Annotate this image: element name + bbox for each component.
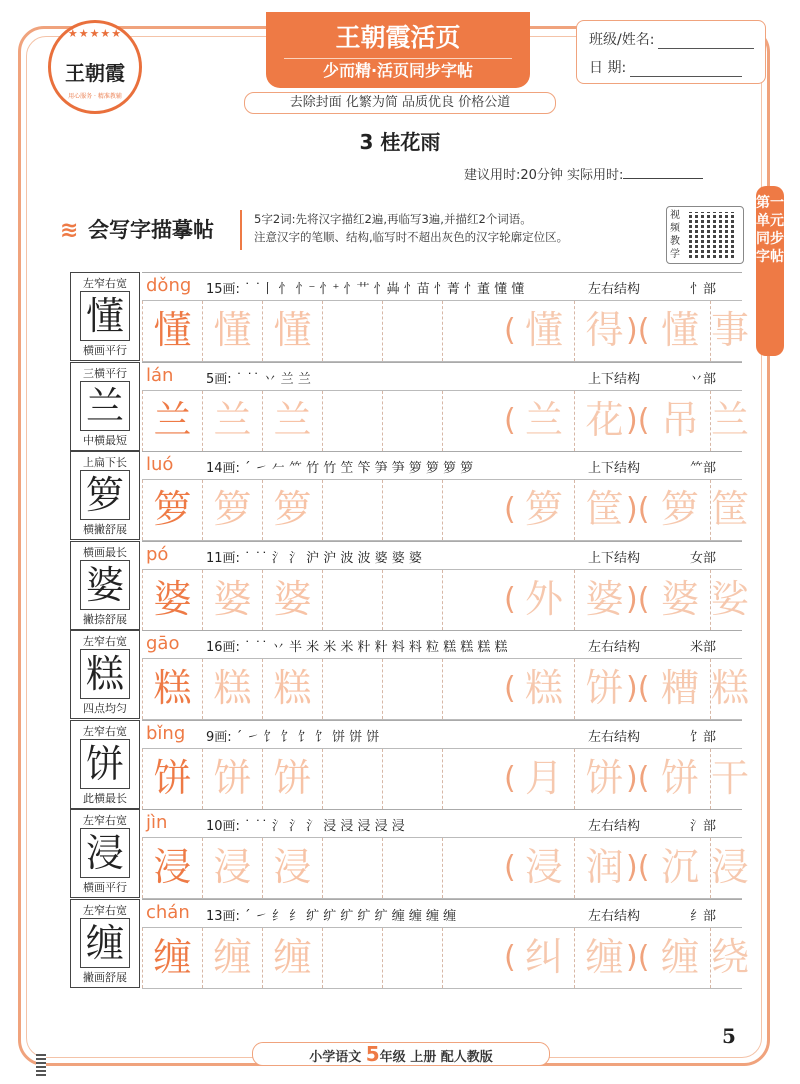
char-model-panel	[70, 451, 140, 540]
section-instructions	[254, 210, 674, 246]
footer-grade-number: 5	[365, 1042, 380, 1066]
char-example: 糕	[142, 659, 202, 719]
qr-code-icon[interactable]	[689, 212, 735, 258]
char-radical: 女部	[690, 550, 717, 566]
trace-cell[interactable]: 缠	[202, 928, 262, 988]
lesson-title: 3 桂花雨	[359, 130, 441, 154]
pinyin: bǐng	[146, 722, 186, 744]
word-trace-cell[interactable]: 沉	[660, 845, 699, 889]
trace-cell[interactable]: 箩	[262, 480, 322, 540]
class-name-field[interactable]	[658, 34, 754, 49]
blank-cell[interactable]	[322, 301, 382, 361]
trace-cell[interactable]: 缠	[262, 928, 322, 988]
paren-left: (	[504, 671, 516, 706]
wave-icon: ≋	[60, 218, 79, 243]
paren-right: )(	[626, 939, 650, 975]
binding-strip	[36, 1052, 46, 1076]
char-radical: 饣部	[690, 729, 717, 745]
qr-code-block[interactable]	[666, 206, 744, 264]
blank-cell[interactable]	[382, 480, 442, 540]
paren-left: (	[504, 581, 516, 617]
paren-right: )(	[626, 581, 650, 617]
word-trace-cell[interactable]: 饼	[574, 659, 634, 719]
char-structure: 上下结构	[588, 371, 641, 387]
writing-grid	[142, 658, 750, 720]
blank-cell[interactable]	[322, 928, 382, 988]
char-info-bar	[142, 809, 742, 838]
char-structure: 上下结构	[588, 461, 641, 476]
trace-cell[interactable]: 浸	[262, 838, 322, 898]
char-radical: 米部	[690, 640, 717, 655]
char-example: 饼	[142, 749, 202, 809]
char-model-panel	[70, 809, 140, 898]
instruction-line-1: 5字2词:先将汉字描红2遍,再临写3遍,并描红2个词语。	[254, 212, 532, 226]
char-tip-bottom: 中横最短	[83, 433, 127, 447]
char-model-panel	[70, 362, 140, 451]
logo-sub: 用心服务 · 精准教辅	[68, 93, 122, 100]
char-model: 懂	[80, 291, 130, 341]
char-structure: 左右结构	[588, 819, 641, 834]
char-example: 箩	[142, 480, 202, 540]
brand-subtitle: 少而精·活页同步字帖	[284, 58, 512, 83]
word-trace-cell[interactable]: 花	[574, 391, 634, 451]
char-info-bar	[142, 362, 742, 391]
practice-row	[70, 272, 750, 361]
trace-cell[interactable]: 婆	[262, 570, 322, 630]
char-example: 懂	[142, 301, 202, 361]
practice-row	[70, 362, 750, 451]
blank-cell[interactable]	[322, 838, 382, 898]
word-trace-cell[interactable]: 婆	[660, 576, 699, 621]
trace-cell[interactable]: 浸	[202, 838, 262, 898]
footer-edition: 配人教版	[440, 1050, 493, 1065]
trace-cell[interactable]: 饼	[262, 749, 322, 809]
char-tip-bottom: 撇画舒展	[83, 970, 127, 984]
char-radical: 氵部	[690, 819, 717, 834]
brand-logo	[48, 20, 142, 114]
stroke-order: 5画: ˙ ˙˙ 丷 兰 兰	[206, 371, 311, 387]
word-trace-cell[interactable]: 浸	[710, 838, 742, 898]
trace-cell[interactable]: 兰	[262, 391, 322, 451]
unit-side-tab: 第一单元同步字帖	[756, 186, 784, 356]
char-example: 婆	[142, 570, 202, 630]
char-model-panel	[70, 630, 140, 719]
char-model: 浸	[80, 828, 130, 878]
blank-cell[interactable]	[382, 391, 442, 451]
word-trace-cell[interactable]: 饼	[660, 755, 699, 800]
paren-right: )(	[626, 402, 650, 438]
char-structure: 左右结构	[588, 729, 641, 745]
slogan: 去除封面 化繁为简 品质优良 价格公道	[244, 92, 556, 114]
char-model-panel	[70, 272, 140, 361]
paren-left: (	[504, 939, 516, 975]
writing-grid	[142, 569, 750, 631]
stroke-order: 10画: ˙ ˙˙ 氵 氵 氵 浸 浸 浸 浸 浸	[206, 819, 405, 834]
word-trace-cell[interactable]: 糕	[524, 666, 563, 710]
char-tip-top: 三横平行	[83, 366, 127, 380]
char-structure: 左右结构	[588, 282, 641, 297]
char-model-panel	[70, 720, 140, 809]
blank-cell[interactable]	[322, 749, 382, 809]
writing-grid	[142, 837, 750, 899]
header-banner	[266, 12, 530, 88]
name-box	[576, 20, 766, 84]
blank-cell[interactable]	[442, 838, 502, 898]
word-trace-cell[interactable]: 纠	[524, 934, 563, 979]
char-model-panel	[70, 541, 140, 630]
trace-cell[interactable]: 懂	[202, 301, 262, 361]
char-info-bar	[142, 720, 742, 749]
pinyin: luó	[146, 454, 174, 475]
pinyin: gāo	[146, 633, 180, 654]
paren-right: )(	[626, 492, 650, 527]
char-model: 兰	[80, 381, 130, 431]
stroke-order: 13画: ˊ ㇀ 纟 纟 纩 纩 纩 纩 纩 缠 缠 缠 缠	[206, 908, 457, 924]
blank-cell[interactable]	[382, 570, 442, 630]
blank-cell[interactable]	[322, 391, 382, 451]
pinyin: pó	[146, 543, 169, 565]
paren-left: (	[504, 402, 516, 438]
char-radical: 忄部	[690, 282, 717, 297]
word-trace-cell[interactable]: 绕	[710, 928, 742, 988]
word-trace-cell[interactable]: 兰	[710, 391, 742, 451]
writing-grid	[142, 300, 750, 362]
char-example: 缠	[142, 928, 202, 988]
time-suggestion	[464, 164, 703, 183]
blank-cell[interactable]	[322, 570, 382, 630]
word-trace-cell[interactable]: 懂	[524, 308, 563, 352]
word-trace-cell[interactable]: 润	[574, 838, 634, 898]
paren-left: (	[504, 313, 516, 348]
char-info-bar	[142, 451, 742, 480]
word-trace-cell[interactable]: 月	[524, 755, 563, 800]
char-tip-bottom: 撇捺舒展	[83, 612, 127, 626]
writing-grid	[142, 479, 750, 541]
paren-right: )(	[626, 850, 650, 885]
word-trace-cell[interactable]: 事	[710, 301, 742, 361]
footer-grade-word: 年级	[379, 1050, 406, 1065]
blank-cell[interactable]	[442, 928, 502, 988]
section-title: 会写字描摹帖	[88, 218, 214, 242]
char-tip-top: 上扁下长	[83, 456, 127, 469]
char-tip-top: 左窄右宽	[83, 903, 127, 917]
brand-title: 王朝霞活页	[335, 23, 461, 52]
word-trace-cell[interactable]: 缠	[574, 928, 634, 988]
word-trace-cell[interactable]: 吊	[660, 397, 699, 442]
blank-cell[interactable]	[322, 659, 382, 719]
char-model: 婆	[80, 560, 130, 610]
char-tip-bottom: 此横最长	[83, 791, 127, 805]
paren-right: )(	[626, 671, 650, 706]
blank-cell[interactable]	[442, 749, 502, 809]
char-info-bar	[142, 899, 742, 928]
word-trace-cell[interactable]: 婆	[574, 570, 634, 630]
page-number: 5	[722, 1024, 736, 1048]
blank-cell[interactable]	[382, 838, 442, 898]
blank-cell[interactable]	[442, 570, 502, 630]
trace-cell[interactable]: 糕	[202, 659, 262, 719]
char-model: 箩	[80, 470, 130, 520]
stroke-order: 9画: ˊ ㇀ 饣 饣 饣 饣 饼 饼 饼	[206, 729, 380, 745]
paren-left: (	[504, 492, 516, 527]
time-suggestion-label: 建议用时:20分钟 实际用时:	[464, 168, 624, 183]
trace-cell[interactable]: 懂	[262, 301, 322, 361]
trace-cell[interactable]: 婆	[202, 570, 262, 630]
paren-right: )(	[626, 313, 650, 348]
word-trace-cell[interactable]: 外	[524, 576, 563, 621]
word-trace-cell[interactable]: 糕	[710, 659, 742, 719]
char-model: 饼	[80, 739, 130, 789]
char-radical: 丷部	[690, 371, 717, 387]
trace-cell[interactable]: 糕	[262, 659, 322, 719]
practice-row	[70, 541, 750, 630]
word-trace-cell[interactable]: 糟	[660, 666, 699, 710]
trace-cell[interactable]: 箩	[202, 480, 262, 540]
char-example: 浸	[142, 838, 202, 898]
pinyin: dǒng	[146, 275, 192, 296]
practice-row	[70, 899, 750, 988]
section-divider	[240, 210, 242, 250]
char-info-bar	[142, 272, 742, 301]
char-info-bar	[142, 630, 742, 659]
paren-left: (	[504, 760, 516, 796]
char-info-bar	[142, 541, 742, 570]
char-structure: 左右结构	[588, 640, 641, 655]
word-trace-cell[interactable]: 缠	[660, 934, 699, 979]
qr-label: 视频教学	[670, 210, 680, 260]
word-trace-cell[interactable]: 饼	[574, 749, 634, 809]
char-tip-bottom: 横画平行	[83, 344, 127, 357]
blank-cell[interactable]	[382, 928, 442, 988]
paren-right: )(	[626, 760, 650, 796]
stroke-order: 11画: ˙ ˙˙ 氵 氵 沪 沪 波 波 婆 婆 婆	[206, 550, 422, 566]
char-tip-bottom: 横撇舒展	[83, 523, 127, 536]
char-model: 缠	[80, 918, 130, 968]
practice-row	[70, 809, 750, 898]
practice-row	[70, 720, 750, 809]
trace-cell[interactable]: 兰	[202, 391, 262, 451]
char-tip-bottom: 横画平行	[83, 881, 127, 894]
stroke-order: 15画: ˙ ˙丨 忄 忄⁻ 忄⁺ 忄艹 忄芔 忄苗 忄菁 忄董 懂 懂	[206, 282, 525, 297]
char-radical: ⺮部	[690, 461, 717, 476]
blank-cell[interactable]	[382, 749, 442, 809]
blank-cell[interactable]	[442, 480, 502, 540]
word-trace-cell[interactable]: 得	[574, 301, 634, 361]
char-tip-top: 左窄右宽	[83, 277, 127, 290]
logo-stars: ★★★★★	[67, 27, 123, 40]
word-trace-cell[interactable]: 干	[710, 749, 742, 809]
practice-row	[70, 451, 750, 540]
char-structure: 上下结构	[588, 550, 641, 566]
paren-left: (	[504, 850, 516, 885]
word-trace-cell[interactable]: 箩	[660, 487, 699, 531]
pinyin: lán	[146, 364, 174, 386]
char-example: 兰	[142, 391, 202, 451]
word-trace-cell[interactable]: 筐	[574, 480, 634, 540]
word-trace-cell[interactable]: 箩	[524, 487, 563, 531]
stroke-order: 14画: ˊ ㇀ 𠂉 ⺮ 竹 竹 笁 笇 笋 笋 箩 箩 箩 箩	[206, 461, 474, 476]
writing-grid	[142, 748, 750, 810]
blank-cell[interactable]	[442, 301, 502, 361]
blank-cell[interactable]	[442, 659, 502, 719]
stroke-order: 16画: ˙ ˙˙ 丷 半 米 米 米 籵 籵 料 料 粒 糕 糕 糕 糕	[206, 640, 508, 655]
pinyin: jìn	[146, 812, 168, 833]
char-tip-top: 左窄右宽	[83, 724, 127, 738]
char-tip-top: 左窄右宽	[83, 814, 127, 827]
char-radical: 纟部	[690, 908, 717, 924]
writing-grid	[142, 927, 750, 989]
actual-time-field[interactable]	[623, 166, 703, 179]
footer-subject: 小学语文	[309, 1050, 362, 1065]
blank-cell[interactable]	[322, 480, 382, 540]
trace-cell[interactable]: 饼	[202, 749, 262, 809]
word-trace-cell[interactable]: 浸	[524, 845, 563, 889]
char-tip-bottom: 四点均匀	[83, 702, 127, 715]
blank-cell[interactable]	[442, 391, 502, 451]
class-name-label: 班级/姓名:	[589, 32, 655, 48]
blank-cell[interactable]	[382, 659, 442, 719]
instruction-line-2: 注意汉字的笔顺、结构,临写时不超出灰色的汉字轮廓定位区。	[254, 230, 569, 244]
footer-term: 上册	[410, 1050, 437, 1065]
char-model-panel	[70, 899, 140, 988]
char-structure: 左右结构	[588, 908, 641, 924]
pinyin: chán	[146, 901, 190, 923]
date-field[interactable]	[630, 62, 742, 77]
word-trace-cell[interactable]: 兰	[524, 397, 563, 442]
word-trace-cell[interactable]: 娑	[710, 570, 742, 630]
footer-badge	[252, 1042, 550, 1066]
writing-grid	[142, 390, 750, 452]
word-trace-cell[interactable]: 筐	[710, 480, 742, 540]
blank-cell[interactable]	[382, 301, 442, 361]
practice-row	[70, 630, 750, 719]
char-model: 糕	[80, 649, 130, 699]
char-tip-top: 横画最长	[83, 545, 127, 559]
logo-name: 王朝霞	[65, 61, 125, 85]
char-tip-top: 左窄右宽	[83, 635, 127, 648]
word-trace-cell[interactable]: 懂	[660, 308, 699, 352]
date-label: 日 期:	[589, 60, 627, 76]
